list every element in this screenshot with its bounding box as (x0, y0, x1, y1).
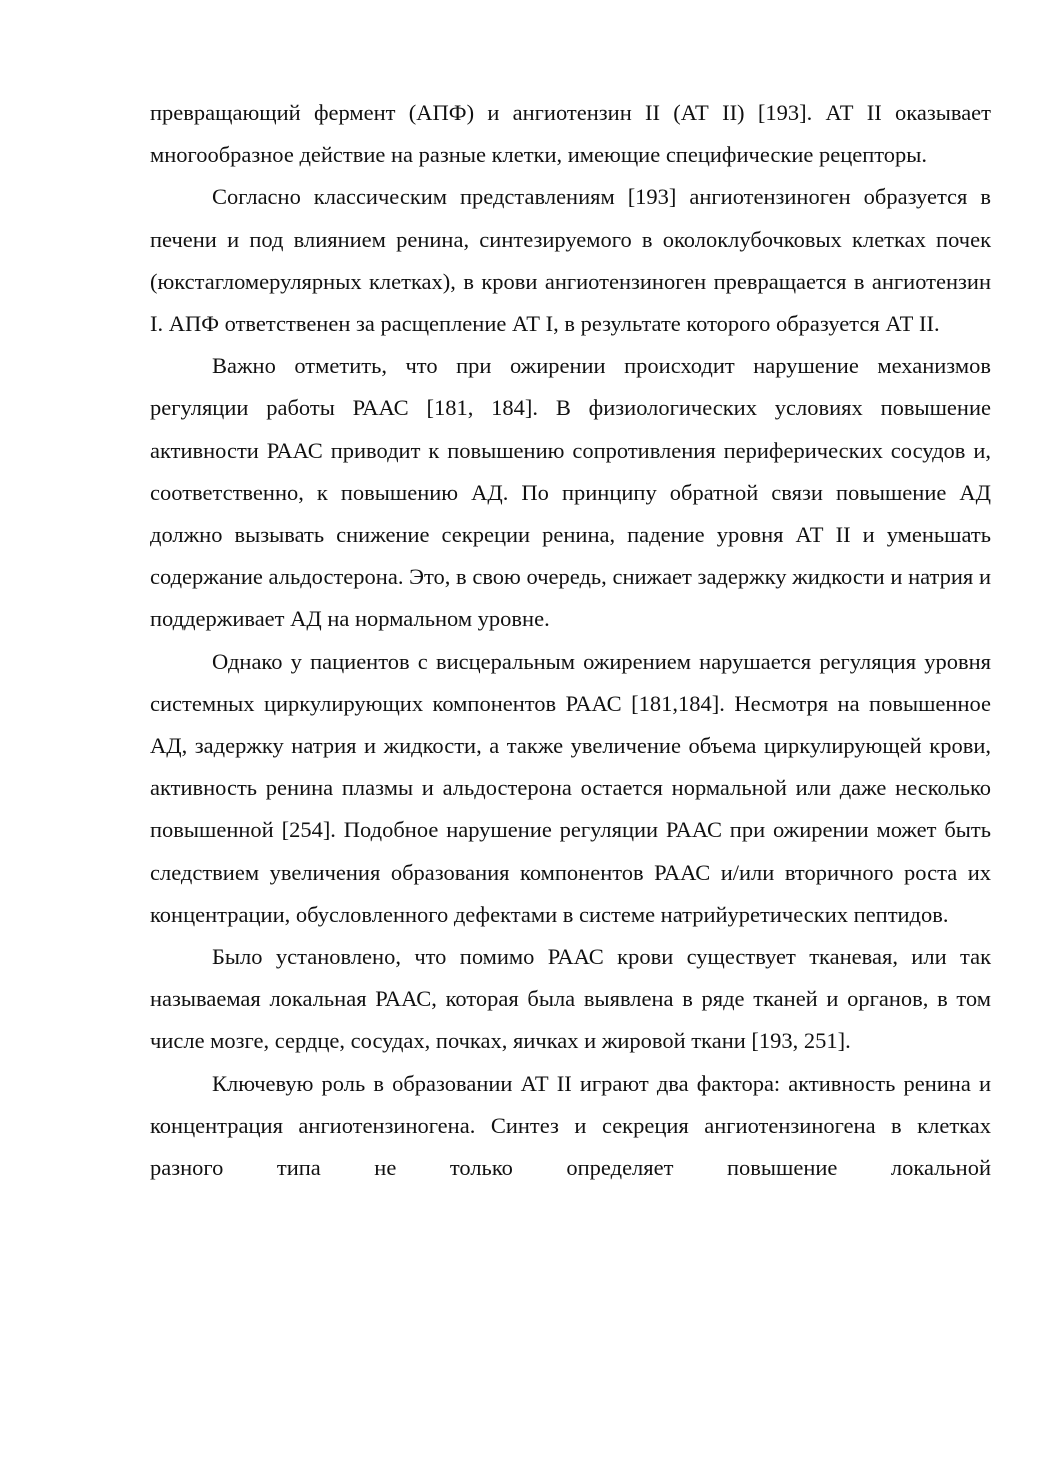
paragraph-4: Однако у пациентов с висцеральным ожирением нарушается регуляция уровня системных циркулирующих компонентов РААС [181,184]. Несмотря на повышенное АД, задержку натрия и жидкости, а также увеличение объема циркулирующей крови, активность ренина плазмы и альдостерона остается нормальной или даже несколько повышенной [254]. Подобное нарушение регуляции РААС при ожирении может быть следствием увеличения образования компонентов РААС и/или вторичного роста их концентрации, обусловленного дефектами в системе натрийуретических пептидов. (150, 648, 991, 927)
paragraph-3: Важно отметить, что при ожирении происходит нарушение механизмов регуляции работы РААС [181, 184]. В физиологических условиях повышение активности РААС приводит к повышению сопротивления периферических сосудов и, соответственно, к повышению АД. По принципу обратной связи повышение АД должно вызывать снижение секреции ренина, падение уровня АТ II и уменьшать содержание альдостерона. Это, в свою очередь, снижает задержку жидкости и натрия и поддерживает АД на нормальном уровне. (150, 353, 991, 632)
document-page (150, 92, 991, 1189)
paragraph-6: Ключевую роль в образовании АТ II играют два фактора: активность ренина и концентрация ангиотензиногена. Синтез и секреция ангиотензиногена в клетках разного типа не только определяет повышение локальной (150, 1070, 991, 1181)
paragraph-2: Согласно классическим представлениям [193] ангиотензиноген образуется в печени и под влиянием ренина, синтезируемого в околоклубочковых клетках почек (юкстагломерулярных клетках), в крови ангиотензиноген превращается в ангиотензин I. АПФ ответственен за расщепление АТ I, в результате которого образуется АТ II. (150, 184, 991, 337)
paragraph-5: Было установлено, что помимо РААС крови существует тканевая, или так называемая локальная РААС, которая была выявлена в ряде тканей и органов, в том числе мозге, сердце, сосудах, почках, яичках и жировой ткани [193, 251]. (150, 944, 991, 1054)
paragraph-1: превращающий фермент (АПФ) и ангиотензин II (АТ II) [193]. АТ II оказывает многообразное действие на разные клетки, имеющие специфические рецепторы. (150, 100, 991, 168)
